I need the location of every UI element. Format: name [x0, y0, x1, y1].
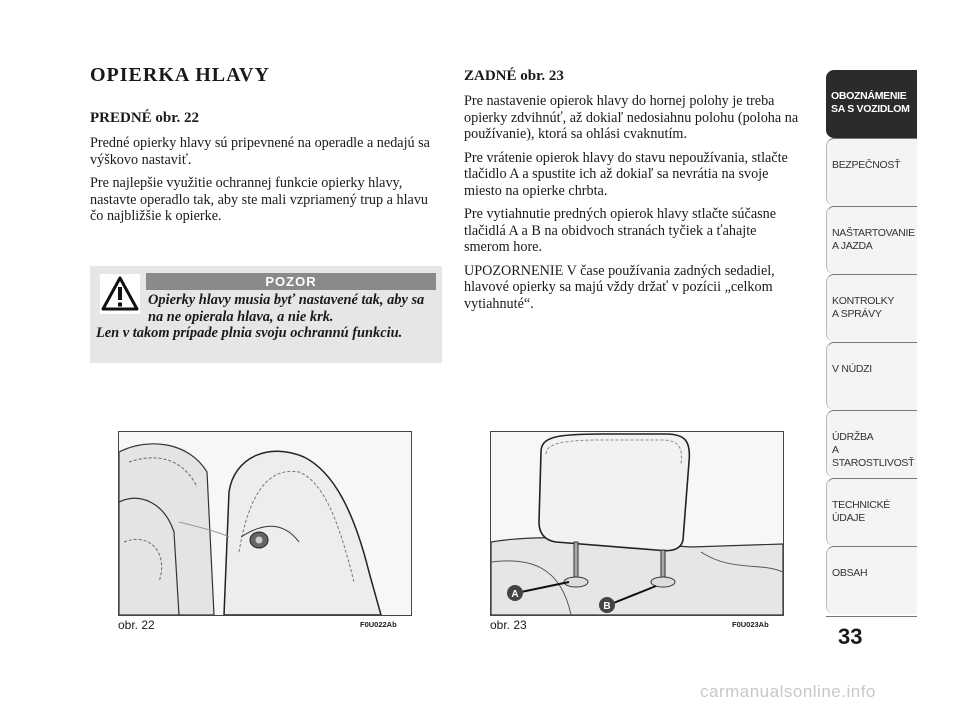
tab-label-line2: A JAZDA: [832, 240, 873, 252]
label-b: B: [603, 601, 611, 612]
figure-23-code: F0U023Ab: [732, 620, 769, 629]
rear-heading: ZADNÉ obr. 23: [464, 68, 564, 84]
figure-23-caption: obr. 23: [490, 618, 527, 632]
warning-text: [96, 292, 436, 342]
rear-seat-illustration: [491, 432, 783, 615]
figure-22-caption: obr. 22: [118, 618, 155, 632]
tab-v-nudzi[interactable]: [826, 342, 917, 410]
tab-kontrolky[interactable]: [826, 274, 917, 342]
front-paragraph-2: Pre najlepšie využitie ochrannej funkcie opierky hlavy, nastavte operadlo tak, aby ste mali vzpriamený trup a hlavu čo najbližšie k opierke.: [90, 175, 429, 224]
warning-line-1: Opierky hlavy musia byť nastavené tak, aby sa na ne opierala hlava, a nie krk.: [148, 292, 425, 325]
tab-obsah[interactable]: [826, 546, 917, 614]
tab-label-line1: V NÚDZI: [832, 363, 872, 375]
rear-section: [464, 68, 804, 319]
tab-label-line2: SA S VOZIDLOM: [831, 103, 910, 115]
tab-oboznamenie[interactable]: [826, 70, 917, 138]
figure-rear-headrest: [490, 431, 784, 616]
warning-label: POZOR: [146, 273, 436, 290]
tab-label-line2: ÚDAJE: [832, 512, 865, 524]
tab-technicke-udaje[interactable]: [826, 478, 917, 546]
warning-box: [90, 266, 442, 363]
tab-bezpecnost[interactable]: [826, 138, 917, 206]
figure-22-code: F0U022Ab: [360, 620, 397, 629]
front-section: [90, 110, 440, 232]
warning-line-2: Len v takom prípade plnia svoju ochrannú funkciu.: [96, 325, 403, 341]
tab-label-line1: OBSAH: [832, 567, 868, 579]
front-paragraph-1: Predné opierky hlavy sú pripevnené na operadle a nedajú sa výškovo nastaviť.: [90, 135, 430, 168]
watermark: carmanualsonline.info: [700, 682, 876, 701]
tab-label-line1: KONTROLKY: [832, 295, 895, 307]
page-number: 33: [838, 624, 863, 649]
front-heading: PREDNÉ obr. 22: [90, 110, 200, 126]
rear-paragraph-1: Pre nastavenie opierok hlavy do hornej polohy je treba opierky zdvihnúť, až dokiaľ nedosiahnu polohu (poloha na používanie), ktorá sa ohlási cvaknutím.: [464, 93, 799, 142]
tab-nastartovanie[interactable]: [826, 206, 917, 274]
figure-front-headrest: [118, 431, 412, 616]
tab-label-line1: TECHNICKÉ: [832, 499, 890, 511]
tab-label-line2: A STAROSTLIVOSŤ: [832, 444, 915, 469]
tab-label-line1: NAŠTARTOVANIE: [832, 227, 915, 239]
label-a: A: [511, 589, 519, 600]
rear-paragraph-2: Pre vrátenie opierok hlavy do stavu nepoužívania, stlačte tlačidlo A a spustite ich až dokiaľ sa nevrátia na svoje miesto na opierke chrbta.: [464, 149, 788, 199]
rear-paragraph-4: UPOZORNENIE V čase používania zadných sedadiel, hlavové opierky sa majú vždy držať v pozícii „celkom vytiahnuté“.: [464, 262, 775, 312]
chapter-tabs: [826, 70, 917, 614]
tab-label-line2: A SPRÁVY: [832, 308, 882, 320]
tab-label-line1: ÚDRŽBA: [832, 431, 874, 443]
rear-paragraph-3: Pre vytiahnutie predných opierok hlavy stlačte súčasne tlačidlá A a B na obidvoch stranách tyčiek a ťahajte smerom hore.: [464, 206, 777, 255]
tab-label-line1: BEZPEČNOSŤ: [832, 159, 901, 171]
front-seat-illustration: [119, 432, 411, 615]
tab-label-line1: OBOZNÁMENIE: [831, 90, 907, 102]
tab-udrzba[interactable]: [826, 410, 917, 478]
tabs-divider: [826, 616, 917, 617]
page-title: OPIERKA HLAVY: [90, 64, 270, 86]
